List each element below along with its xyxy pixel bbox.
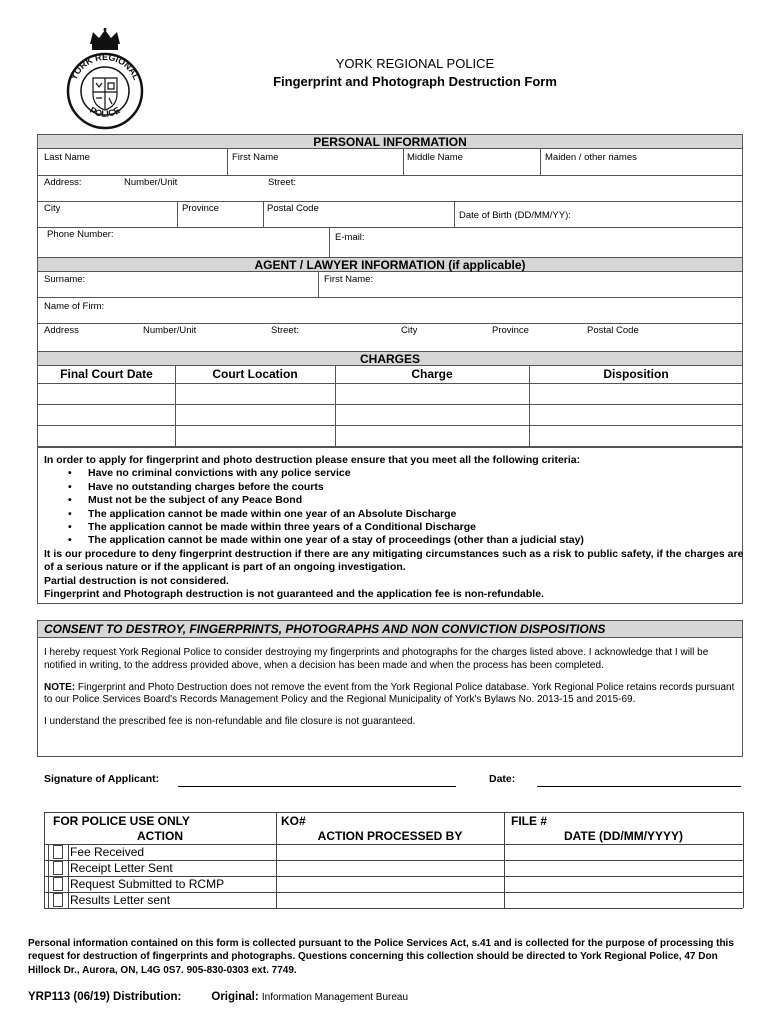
first-name-field[interactable]: First Name [232,152,279,163]
york-regional-police-crest-logo [66,28,144,132]
criteria-item: • The application cannot be made within one year of a stay of proceedings (other than a judicial stay) [68,534,744,547]
original-label: Original: [211,991,259,1003]
col-final-court-date: Final Court Date [60,367,153,381]
criteria-guarantee: Fingerprint and Photograph destruction is not guaranteed and the application fee is non-refundable. [44,588,544,601]
form-title: Fingerprint and Photograph Destruction Form [273,74,557,89]
logo-text-top: YORK REGIONAL [68,52,142,82]
maiden-name-field[interactable]: Maiden / other names [545,152,637,163]
charges-row-3[interactable] [38,426,742,447]
email-field[interactable]: E-mail: [335,232,365,243]
checkbox-receipt-letter-sent[interactable] [53,861,63,875]
police-use-table [44,812,743,908]
signature-label: Signature of Applicant: [44,773,160,785]
agent-city-field[interactable]: City [401,325,418,336]
criteria-item: • The application cannot be made within three years of a Conditional Discharge [68,521,744,534]
consent-section [37,620,743,757]
address-field[interactable]: Address: [44,177,82,188]
action-fee-received: Fee Received [70,845,145,859]
logo-text-bottom: POLICE [88,104,122,119]
city-field[interactable]: City [44,203,61,214]
consent-header: CONSENT TO DESTROY, FINGERPRINTS, PHOTOGRAPHS AND NON CONVICTION DISPOSITIONS [38,621,742,638]
consent-paragraph: I hereby request York Regional Police to consider destroying my fingerprints and photographs for the charges listed above. I acknowledge that I will be notified in writing, to the address provided above, when a decision has been made and when the process has been completed. [44,647,709,671]
form-org-title: YORK REGIONAL POLICE [335,56,495,71]
privacy-notice: Personal information contained on this form is collected pursuant to the Police Services Act, s.41 and is collected for the purpose of processing this request for destruction of fingerprints and photographs. Questions concerning this collection should be directed to York Regional Police, 47 Don Hillock Dr., Aurora, ON, L4G 0S7. 905-830-0303 ext. 7749. [28,938,734,976]
file-number-label: FILE # [511,814,548,828]
last-name-field[interactable]: Last Name [44,152,90,163]
criteria-partial: Partial destruction is not considered. [44,574,229,587]
agent-address-field[interactable]: Address [44,325,79,336]
col-disposition: Disposition [603,367,669,381]
charges-row-1[interactable] [38,384,742,404]
checkbox-fee-received[interactable] [53,845,63,859]
police-use-title: FOR POLICE USE ONLY [53,814,190,828]
criteria-intro: In order to apply for fingerprint and photo destruction please ensure that you meet all the following criteria: [44,454,581,466]
form-number: YRP113 (06/19) Distribution: [28,991,182,1003]
personal-info-header: PERSONAL INFORMATION [38,135,742,149]
crown-icon [90,28,120,50]
checkbox-results-letter-sent[interactable] [53,893,63,907]
street-field[interactable]: Street: [268,177,296,188]
agent-info-header: AGENT / LAWYER INFORMATION (if applicable) [38,258,742,272]
criteria-item: • Have no criminal convictions with any police service [68,467,744,480]
consent-fee-statement: I understand the prescribed fee is non-refundable and file closure is not guaranteed. [44,716,416,728]
charges-header: CHARGES [38,352,742,366]
date-of-birth-field[interactable]: Date of Birth (DD/MM/YY): [459,210,571,221]
action-header: ACTION [137,829,183,843]
action-request-submitted-rcmp: Request Submitted to RCMP [70,877,225,891]
agent-surname-field[interactable]: Surname: [44,274,86,285]
agent-first-name-field[interactable]: First Name: [324,274,374,285]
date-processed-header: DATE (DD/MM/YYYY) [563,829,684,843]
note-text: Fingerprint and Photo Destruction does not remove the event from the York Regional Police database. York Regional Police retains records pursuant to our Police Services Board's Records Management Policy and the Regional Municipality of York's Bylaws No. 2013-15 and 2015-69. [44,681,735,706]
col-court-location: Court Location [212,367,298,381]
criteria-item: • Have no outstanding charges before the courts [68,481,744,494]
note-label: NOTE: [44,681,76,693]
charges-row-2[interactable] [38,405,742,425]
action-receipt-letter-sent: Receipt Letter Sent [70,861,173,875]
criteria-procedure: It is our procedure to deny fingerprint destruction if there are any mitigating circumstances such as a risk to public safety, if the charges are of a serious nature or if the applicant is part of an ongoing investigation. [44,547,744,574]
distribution-line [28,991,408,1003]
ko-number-label: KO# [281,814,306,828]
agent-postal-code-field[interactable]: Postal Code [587,325,639,336]
criteria-item: • Must not be the subject of any Peace Bond [68,494,744,507]
criteria-item: • The application cannot be made within one year of an Absolute Discharge [68,508,744,521]
number-unit-field[interactable]: Number/Unit [124,177,178,188]
criteria-text [44,454,744,601]
consent-note [38,682,742,708]
criteria-list [44,467,744,547]
agent-street-field[interactable]: Street: [271,325,299,336]
distribution-department: Information Management Bureau [261,992,409,1003]
agent-number-unit-field[interactable]: Number/Unit [143,325,197,336]
firm-name-field[interactable]: Name of Firm: [44,301,105,312]
action-processed-by-header: ACTION PROCESSED BY [317,829,463,843]
checkbox-request-submitted-rcmp[interactable] [53,877,63,891]
agent-province-field[interactable]: Province [492,325,529,336]
col-charge: Charge [411,367,453,381]
postal-code-field[interactable]: Postal Code [267,203,319,214]
signature-line[interactable] [178,786,456,787]
date-line[interactable] [537,786,741,787]
action-results-letter-sent: Results Letter sent [70,893,171,907]
phone-number-field[interactable]: Phone Number: [47,229,114,240]
applicant-info-table [37,134,743,447]
province-field[interactable]: Province [182,203,219,214]
date-label: Date: [489,773,516,785]
middle-name-field[interactable]: Middle Name [407,152,463,163]
